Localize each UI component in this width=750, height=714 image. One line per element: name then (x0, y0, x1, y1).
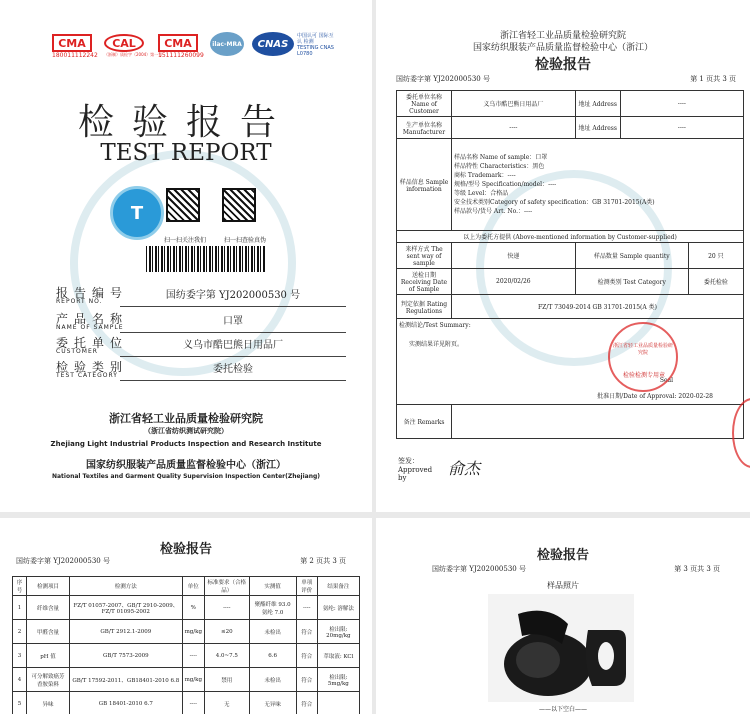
results-header-cell: 单位 (182, 577, 204, 596)
sample-photo (488, 594, 634, 702)
table-row (13, 620, 360, 644)
report-page-3 (376, 518, 750, 714)
results-cell: 纤维含量 (27, 596, 70, 620)
field-customer: 委托单位 CUSTOMER 义乌市酷巴熊日用品厂 (56, 334, 346, 358)
qr-caption-verify: 扫一扫查验真伪 (224, 237, 267, 244)
results-cell: 3 (13, 644, 27, 668)
results-cell: GB/T 17592-2011、GB18401-2010 6.8 (70, 668, 183, 692)
results-cell: GB 18401-2010 6.7 (70, 692, 183, 714)
page2-title: 检验报告 (159, 542, 212, 557)
qr-code-follow (166, 188, 200, 222)
page1-center: 国家纺织服装产品质量监督检验中心（浙江） (472, 43, 653, 53)
results-header-cell: 结果备注 (317, 577, 359, 596)
page3-title: 检验报告 (536, 548, 589, 563)
results-table (12, 576, 360, 714)
cnas-logo: CNAS (252, 32, 294, 56)
mask-image (488, 594, 634, 702)
inspection-seal (608, 322, 678, 392)
cma-mark-2: CMA 151111260099 (158, 34, 198, 58)
cal-mark: CAL （浙制）质检字（2004）第一号 (104, 34, 144, 58)
approved-by-label: 签发： Approved by (398, 457, 433, 482)
results-cell: % (182, 596, 204, 620)
institute-name-cn2: （浙江省纺织测试研究院） (144, 426, 228, 435)
report-page-2 (0, 518, 372, 714)
table-row (13, 644, 360, 668)
center-name-en: National Textiles and Garment Quality Supervision Inspection Center(Zhejiang) (51, 473, 321, 480)
results-cell: 甲醛含量 (27, 620, 70, 644)
page3-page-no: 第 3 页共 3 页 (674, 565, 720, 573)
page3-report-no: 国纺委字第 YJ202000530 号 (432, 565, 526, 573)
report-page-1 (376, 0, 750, 512)
field-sample-name: 产品名称 NAME OF SAMPLE 口罩 (56, 310, 346, 334)
cnas-caption: 中国认可 国际互认 检测 TESTING CNAS L0780 (297, 33, 334, 57)
table-row (13, 692, 360, 714)
results-header-cell: 单项评价 (296, 577, 317, 596)
results-header-cell: 实测值 (249, 577, 296, 596)
results-cell: 异味 (27, 692, 70, 714)
results-cell: FZ/T 01057-2007、GB/T 2910-2009、FZ/T 01095-2002 (70, 596, 183, 620)
results-cell: pH 值 (27, 644, 70, 668)
ilac-mra-logo: ilac-MRA (210, 32, 244, 56)
results-cell: 可分解致癌芳香胺染料 (27, 668, 70, 692)
end-marker: ——以下空白—— (538, 706, 587, 713)
cover-title-cn: 检验报告 (77, 102, 294, 143)
results-header-cell: 检测项目 (27, 577, 70, 596)
cover-title-en: TEST REPORT (100, 140, 272, 166)
results-header-cell: 检测方法 (70, 577, 183, 596)
results-cell: 检出限: 20mg/kg (317, 620, 359, 644)
field-test-category: 检验类别 TEST CATEGORY 委托检验 (56, 358, 346, 382)
results-cell: 无异味 (249, 692, 296, 714)
results-cell: 未检出 (249, 620, 296, 644)
barcode (146, 246, 266, 272)
seal-text: 浙江省轻工业品质量检验研究院 (612, 343, 673, 356)
results-cell: 无 (205, 692, 250, 714)
results-cell: 符合 (296, 620, 317, 644)
results-cell: 萃取液: KCl (317, 644, 359, 668)
table-row (13, 668, 360, 692)
results-cell: 氨纶: 溶解法 (317, 596, 359, 620)
cma-mark-1: CMA 180011112242 (52, 34, 92, 58)
results-cell: 符合 (296, 668, 317, 692)
sample-photo-label: 样品照片 (547, 581, 579, 590)
results-cell: mg/kg (182, 668, 204, 692)
results-cell: mg/kg (182, 620, 204, 644)
signature: 俞杰 (448, 459, 481, 478)
page1-info-table: 委托单位名称 Name of Customer 义乌市酷巴熊日用品厂 地址 Address ---- 生产单位名称 Manufacturer ---- 地址 Address ---- 样品信息 Sample information 样品名称 Name of sample：口罩 样品特性 Characteristics：黑色 商标 Trademark：---- 规格/型号 Specification/model：---- 等级 Level：合格品 安全技术类别Category of safety specification：GB 31701-2015(A类) 样品款号/货号 Art. No.：---- 以上为委托方提供 (Above-mentioned information by Customer-supplied) 来样方式 The sent way of sample 快递 样品数量 Sample quantity 20 只 送检日期 Receiving Date of Sample 2020/02/26 检测类别 Test Category 委托检验 判定依据 Rating Regulations FZ/T 73049-2014 GB 31701-2015(A 类) 检测结论/Test Summary: 实测结果详见附页。 Seal 批准日期/Date of Approval: 2020-02-28 备注 Remarks (396, 90, 744, 439)
results-cell (317, 692, 359, 714)
field-report-no: 报告编号 REPORT NO. 国纺委字第 YJ202000530 号 (56, 284, 346, 308)
page2-report-no: 国纺委字第 YJ202000530 号 (16, 557, 110, 565)
page2-page-no: 第 2 页共 3 页 (300, 557, 346, 565)
cover-page (0, 0, 372, 512)
results-cell: ≤20 (205, 620, 250, 644)
page1-institute: 浙江省轻工业品质量检验研究院 (499, 31, 626, 41)
center-name-cn: 国家纺织服装产品质量监督检验中心（浙江） (86, 460, 286, 471)
table-row (13, 596, 360, 620)
results-cell: 5 (13, 692, 27, 714)
results-cell: ---- (182, 692, 204, 714)
results-cell: ---- (205, 596, 250, 620)
seal-bottom-text: 检验检测专用章 (622, 372, 665, 379)
results-cell: GB/T 2912.1-2009 (70, 620, 183, 644)
results-cell: 2 (13, 620, 27, 644)
results-cell: 6.6 (249, 644, 296, 668)
results-cell: GB/T 7573-2009 (70, 644, 183, 668)
results-cell: 4.0~7.5 (205, 644, 250, 668)
institute-name-cn: 浙江省轻工业品质量检验研究院 (109, 412, 263, 425)
results-cell: ---- (182, 644, 204, 668)
qr-caption-follow: 扫一扫关注我们 (164, 237, 207, 244)
page1-page-no: 第 1 页共 3 页 (690, 75, 736, 83)
results-header-cell: 标准要求（合格品） (205, 577, 250, 596)
results-cell: 检出限: 5mg/kg (317, 668, 359, 692)
results-cell: 禁用 (205, 668, 250, 692)
institute-name-en: Zhejiang Light Industrial Products Inspection and Research Institute (50, 440, 322, 448)
page1-report-no: 国纺委字第 YJ202000530 号 (396, 75, 490, 83)
page1-title: 检验报告 (535, 57, 591, 73)
results-cell: ---- (296, 596, 317, 620)
results-cell: 1 (13, 596, 27, 620)
results-cell: 未检出 (249, 668, 296, 692)
results-cell: 符合 (296, 644, 317, 668)
results-cell: 符合 (296, 692, 317, 714)
qr-code-verify (222, 188, 256, 222)
institute-logo: T (110, 186, 164, 240)
results-cell: 4 (13, 668, 27, 692)
results-cell: 聚酯纤维 93.0 氨纶 7.0 (249, 596, 296, 620)
results-header-cell: 序号 (13, 577, 27, 596)
